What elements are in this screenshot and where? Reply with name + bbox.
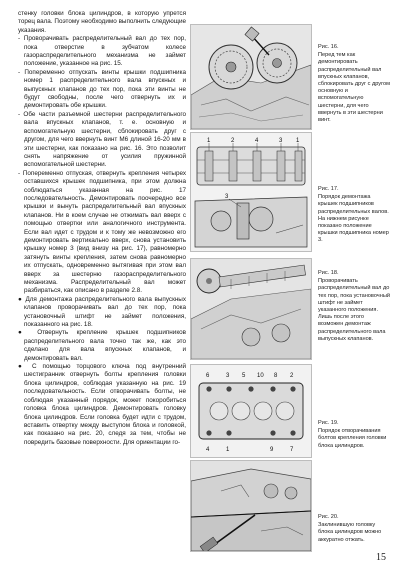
fig19-label: 10 [257,373,264,379]
fig19-label: 3 [226,373,230,379]
figure-17-number: Рис. 17. [318,186,339,192]
fig17-label: 3 [225,194,229,200]
cylinder-head-bolts-illustration [191,365,311,457]
locating-pin-illustration [191,259,311,359]
fig17-label: 1 [207,138,211,144]
fig19-label: 7 [290,447,294,453]
figure-18-number: Рис. 18. [318,270,339,276]
figure-17-image [190,132,312,252]
fig19-label: 6 [206,373,210,379]
body-paragraph: ● Отвернуть крепление крышек подшипников распределительного вала точно так же, как это сделано для вала впускных клапанов, и демонтировать вал. [18,329,186,362]
pry-cylinder-head-illustration [191,461,311,551]
fig19-label: 9 [270,447,274,453]
figure-20-caption [318,514,390,544]
fig19-label: 4 [206,447,210,453]
figure-17-caption [318,186,390,245]
body-text-column [18,10,186,447]
bearing-caps-illustration [191,133,311,251]
fig19-label: 1 [226,447,230,453]
body-paragraph: - Попеременно отпуская, отвернуть крепления четырех оставшихся крышек подшипника, при этом должна соблюдаться указанная на рис. 17 последовательность. Демонтировать поочередно все крышки и вынуть распределительный вал впускных клапанов. Ни в коем случае не отжимать вал вверх с помощью отвертки или аналогичного инструмента. Если вал идет с трудом и к тому же невозможно его демонтировать вертикально вверх, снова установить крышку номер 3 (вид внизу на рис. 17), равномерно затянуть винты крепления, затем снова равномерно их отпускать, одновременно вытягивая при этом вал вверх за шестерню газораспределительного механизма. Распределительный вал может разбираться, как описано в разделе 2.8. [18,169,186,295]
figure-18-caption [318,270,390,343]
figure-16-text: Перед тем как демонтировать распределительный вал впускных клапанов, сблокировать друг с другом основную и вспомогательную шестерни, для чего ввернуть в эти шестерни винт. [318,52,390,124]
figure-19-text: Порядок отворачивания болтов крепления головки блока цилиндров. [318,428,387,449]
figure-18-text: Проворачивать распределительный вал до тех пор, пока установочный штифт не займет указанного положения. Лишь после этого возможен демонтаж распределительного вала выпускных клапанов. [318,278,390,342]
fig19-label: 5 [242,373,246,379]
figure-16-number: Рис. 16. [318,44,339,50]
body-paragraph: - Попеременно отпускать винты крышки подшипника номер 1 распределительного вала впускных и выпускных клапанов до тех пор, пока эти винты не будут свободны, после чего отвернуть их и демонтировать обе крышки. [18,68,186,110]
camshaft-gear-illustration [191,25,311,129]
figure-16-caption [318,44,390,124]
figure-20-text: Заклинившую головку блока цилиндров можно аккуратно отжать. [318,522,382,543]
figure-19-number: Рис. 19. [318,420,339,426]
figure-20-image [190,460,312,552]
figure-20-number: Рис. 20. [318,514,339,520]
page-number: 15 [376,552,386,563]
fig17-label: 3 [279,138,283,144]
fig17-label: 4 [255,138,259,144]
body-paragraph: - Обе части разъемной шестерни распределительного вала впускных клапанов, т. е. основную и вспомогательную шестерни, сблокировать друг с другом, для чего ввернуть винт M6 длиной 16-20 мм в эти шестерни, как показано на рис. 16. Это позволит снять напряжение от усилия пружинной вспомогательной шестерни. [18,110,186,169]
fig17-label: 1 [296,138,300,144]
figure-17-text: Порядок демонтажа крышек подшипников распределительных валов. На нижнем рисунке показано положение крышки подшипника номер 3. [318,194,389,244]
body-paragraph: стенку головки блока цилиндров, в которую упрется торец вала. Поэтому необходимо выполнить следующие указания. [18,10,186,34]
body-paragraph: - Проворачивать распределительный вал до тех пор, пока отверстие в зубчатом колесе газораспределительного механизма не займет положение, указанное на рис. 15. [18,35,186,68]
body-paragraph: ● Для демонтажа распределительного вала выпускных клапанов проворачивать вал до тех пор, пока установочный штифт не займет положения, показанного на рис. 18. [18,295,186,329]
fig19-label: 2 [290,373,294,379]
fig17-label: 2 [231,138,235,144]
figure-18-image [190,258,312,360]
fig19-label: 8 [274,373,278,379]
body-paragraph: ● С помощью торцового ключа под внутренний шестигранник отвернуть болты крепления головки блока цилиндров, соблюдая указанную на рис. 19 последовательность. Если отворачивать болты, не соблюдая указанный порядок, может покоробиться головка блока цилиндров. Демонтировать головку блока цилиндров. Если головка будет идти с трудом, вставить отвертку между выступом блока и головкой, как показано на рис. 20, следя за тем, чтобы не повредить базовые поверхности. Для ориентации го- [18,363,186,446]
figure-19-caption [318,420,390,450]
figure-16-image [190,24,312,130]
figure-19-image [190,364,312,458]
